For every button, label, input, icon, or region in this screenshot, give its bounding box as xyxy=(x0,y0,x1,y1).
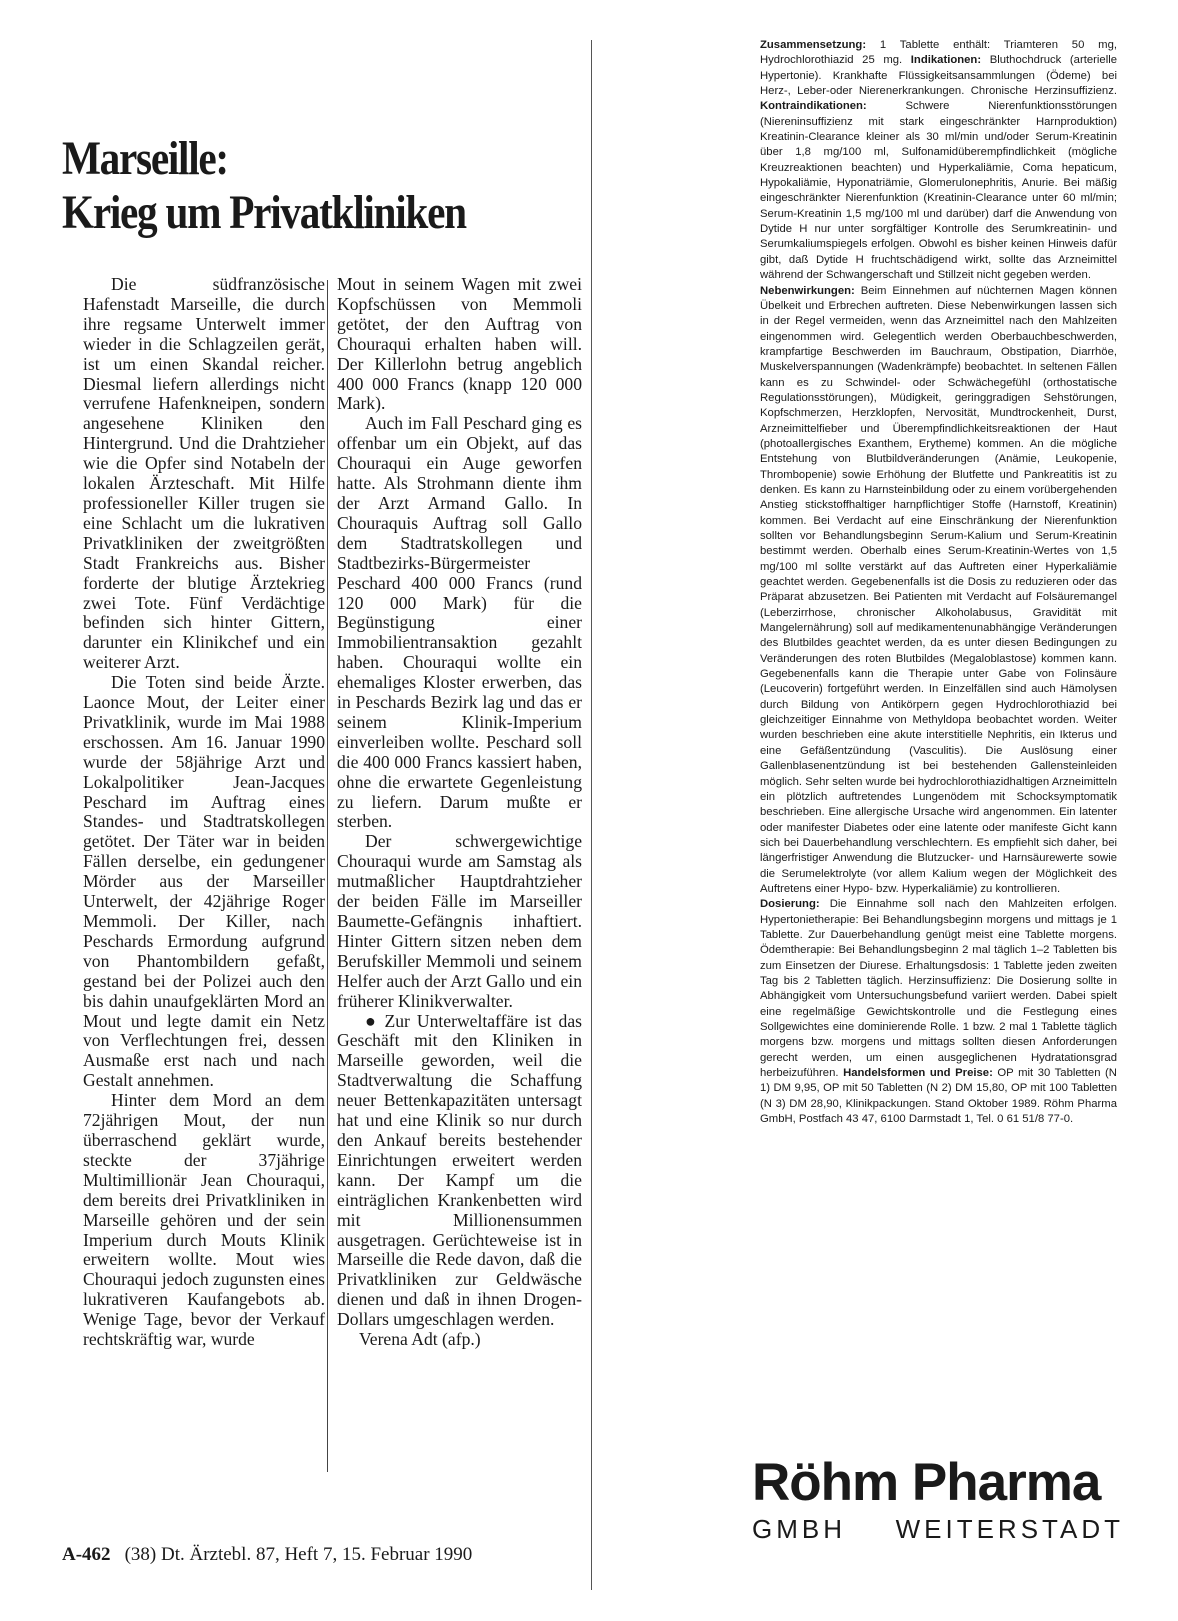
ad-text-block xyxy=(760,897,1117,1127)
article-paragraph: Hinter dem Mord an dem 72jährigen Mout, der nun überraschend geklärt wurde, steckte der 37jährige Multimillionär Jean Chouraqui, dem bereits drei Privatkliniken in Marseille gehören und der sein Imperium durch Mouts Klinik erweitern wollte. Mout wies Chouraqui jedoch zugunsten eines lukrativeren Kaufangebots ab. Wenige Tage, bevor der Verkauf rechtskräftig war, wurde xyxy=(83,1090,325,1350)
ad-label: Handelsformen und Preise: xyxy=(843,1067,993,1080)
headline-line-1: Marseille: xyxy=(62,132,228,185)
article-column-2 xyxy=(337,275,582,1350)
ad-text-block xyxy=(760,38,1117,284)
logo-city: WEITERSTADT xyxy=(895,1514,1124,1544)
ad-text: OP mit 30 Tabletten (N 1) DM 9,95, OP mit 50 Tabletten (N 2) DM 15,80, OP mit 100 Tabletten (N 3) DM 28,90, Klinikpackungen. Stand Oktober 1989. Röhm Pharma GmbH, Postfach 43 47, 6100 Darmstadt 1, Tel. 0 61 51/8 77-0. xyxy=(760,1067,1117,1126)
bullet-icon: ● xyxy=(365,1010,379,1031)
logo-subline xyxy=(752,1514,1124,1545)
column-divider xyxy=(327,280,328,1472)
ad-label: Zusammensetzung: xyxy=(760,39,867,51)
ad-text: Bluthochdruck (arterielle Hypertonie). Krankhafte Flüssigkeitsansammlungen (Ödeme) bei Herz-, Leber-oder Nierenerkrankungen. Chronische Herzinsuffizienz. xyxy=(760,54,1117,98)
bullet-text: Zur Unterweltaffäre ist das Geschäft mit den Kliniken in Marseille geworden, weil die Stadtverwaltung die Schaffung neuer Bettenkapazitäten untersagt hat und eine Klinik so nur durch den Ankauf bereits bestehender Einrichtungen erweitert werden kann. Der Kampf um die einträglichen Krankenbetten wird mit Millionensummen ausgetragen. Gerüchteweise ist in Marseille die Rede davon, daß die Privatkliniken zur Geldwäsche dienen und daß in ihnen Drogen-Dollars umgeschlagen werden. xyxy=(337,1010,582,1330)
article-paragraph: Die Toten sind beide Ärzte. Laonce Mout, der Leiter einer Privatklinik, wurde im Mai 1988 erschossen. Am 16. Januar 1990 wurde der 58jährige Arzt und Lokalpolitiker Jean-Jacques Peschard im Auftrag eines Standes- und Stadtratskollegen getötet. Der Täter war in beiden Fällen derselbe, ein gedungener Mörder aus der Marseiller Unterwelt, der 42jährige Roger Memmoli. Der Killer, nach Peschards Ermordung aufgrund von Phantombildern gefaßt, gestand bei der Polizei auch den bis dahin unaufgeklärten Mord an Mout und legte damit ein Netz von Verflechtungen frei, dessen Ausmaße erst nach und nach Gestalt annehmen. xyxy=(83,672,325,1091)
byline: Verena Adt (afp.) xyxy=(359,1329,481,1350)
logo-gmbh: GMBH xyxy=(752,1514,846,1544)
article-column-1 xyxy=(83,275,325,1350)
drug-information-text xyxy=(760,38,1117,1127)
ad-text: Beim Einnehmen auf nüchternen Magen können Übelkeit und Erbrechen auftreten. Diese Nebenwirkungen lassen sich in der Regel vermeiden, wenn das Arzneimittel nach den Mahlzeiten eingenommen wird. Gelegentlich werden Oberbauchbeschwerden, krampfartige Beschwerden im Bauchraum, Obstipation, Diarrhöe, Muskelverspannungen (Wadenkrämpfe) beobachtet. In seltenen Fällen kann es zu Schwindel- oder Schwächegefühl (orthostatische Regulationsstörungen), Müdigkeit, geringgradigen Sehstörungen, Kopfschmerzen, Herzklopfen, Nervosität, Mundtrockenheit, Durst, Arzneimittelfieber und Überempfindlichkeitsreaktionen der Haut (photoallergisches Exanthem, Erytheme) kommen. An die mögliche Entstehung von Blutbildveränderungen (Anämie, Leukopenie, Thrombopenie) sowie Erhöhung der Blutfette und Pankreatitis ist zu denken. Es kann zu Harnsteinbildung oder zu einem vorübergehenden Anstieg stickstoffhaltiger harnpflichtiger Stoffe (Harnstoff, Kreatinin) kommen. Bei Verdacht auf eine Einschränkung der Nierenfunktion sollten vor Behandlungsbeginn Serum-Kalium und Serum-Kreatinin bestimmt werden. Oberhalb eines Serum-Kreatinin-Wertes von 1,5 mg/100 ml sollte verstärkt auf das Auftreten einer Hyperkaliämie geachtet werden. Gegebenenfalls ist die Dosis zu reduzieren oder das Präparat abzusetzen. Bei Patienten mit Verdacht auf Folsäuremangel (Leberzirrhose, chronischer Alkoholabusus, Gravidität mit Mangelernährung) soll auf medikamentenunabhängige Veränderungen des Blutbildes geachtet werden, da es unter diesen Bedingungen zu Veränderungen des roten Blutbildes (Megaloblastose) kommen kann. Gegebenenfalls kann die Therapie unter Gabe von Folinsäure (Leucoverin) fortgeführt werden. In Einzelfällen sind auch Hämolysen durch Bildung von Antikörpern gegen Hydrochlorothiazid bei gleichzeitiger Einnahme von Methyldopa beobachtet worden. Weiter wurden beschrieben eine akute interstitielle Nephritis, ein Ikterus und eine Gefäßentzündung (Vasculitis). Die Auslösung einer Gallenblasenentzündung ist bei bestehenden Gallensteinleiden möglich. Sehr selten wurde bei hydrochlorothiazidhaltigen Arzneimitteln ein plötzlich auftretendes Lungenödem mit Schocksymptomatik beschrieben. Eine allergische Ursache wird angenommen. Ein latenter oder manifester Diabetes oder eine latente oder manifeste Gicht kann sich bei Dauerbehandlung verschlechtern. Es empfiehlt sich daher, bei längerfristiger Anwendung die Blutzucker- und Harnsäurewerte sowie die Serumelektrolyte (vor allem Kalium wegen der Möglichkeit des Auftretens einer Hypo- bzw. Hyperkaliämie) zu kontrollieren. xyxy=(760,284,1117,895)
article-paragraph: Die südfranzösische Hafenstadt Marseille, die durch ihre regsame Unterwelt immer wieder in die Schlagzeilen gerät, ist um einen Skandal reicher. Diesmal liefern allerdings nicht verrufene Hafenkneipen, sondern angesehene Kliniken den Hintergrund. Und die Drahtzieher wie die Opfer sind Notabeln der lokalen Ärzteschaft. Mit Hilfe professioneller Killer trugen sie eine Schlacht um die lukrativen Privatkliniken der zweitgrößten Stadt Frankreichs aus. Bisher forderte der blutige Ärztekrieg zwei Tote. Fünf Verdächtige befinden sich hinter Gittern, darunter ein Klinikchef und ein weiterer Arzt. xyxy=(83,274,325,673)
article-paragraph: Mout in seinem Wagen mit zwei Kopfschüssen von Memmoli getötet, der den Auftrag von Chouraqui erhalten haben will. Der Killerlohn betrug angeblich 400 000 Francs (knapp 120 000 Mark). xyxy=(337,274,582,414)
logo-name: Röhm Pharma xyxy=(752,1453,1101,1512)
ad-text-block xyxy=(760,284,1117,898)
publication-info: (38) Dt. Ärztebl. 87, Heft 7, 15. Februar 1990 xyxy=(124,1544,473,1565)
bullet-paragraph xyxy=(337,1012,582,1331)
article-paragraph: Der schwergewichtige Chouraqui wurde am Samstag als mutmaßlicher Hauptdrahtzieher der beiden Fälle im Marseiller Baumette-Gefängnis inhaftiert. Hinter Gittern sitzen neben dem Berufskiller Memmoli und seinem Helfer auch der Arzt Gallo und ein früherer Klinikverwalter. xyxy=(337,831,582,1011)
ad-text: Die Einnahme soll nach den Mahlzeiten erfolgen. Hypertonietherapie: Bei Behandlungsbeginn morgens und mittags je 1 Tablette. Zur Dauerbehandlung genügt meist eine Tablette morgens. Ödemtherapie: Bei Behandlungsbeginn 2 mal täglich 1–2 Tabletten bis zum Einsetzen der Diurese. Erhaltungsdosis: 1 Tablette jeden zweiten Tag bis 2 Tabletten täglich. Herzinsuffizienz: Die Dosierung sollte in Abhängigkeit vom Untersuchungsbefund variiert werden. Dabei spielt eine regelmäßige Gewichtskontrolle und die Festlegung eines Sollgewichtes eine dominierende Rolle. 1 bzw. 2 mal 1 Tablette täglich morgens bzw. morgens und mittags sollten diesen Anforderungen gerecht werden, um einen ausgeglichenen Hydratationsgrad herbeizuführen. xyxy=(760,898,1117,1080)
ad-label: Dosierung: xyxy=(760,898,820,911)
page-number: A-462 xyxy=(62,1544,111,1565)
headline-line-2: Krieg um Privatkliniken xyxy=(62,186,466,239)
company-logo xyxy=(752,1454,1124,1545)
page-footer xyxy=(62,1544,472,1566)
article-paragraph: Auch im Fall Peschard ging es offenbar um ein Objekt, auf das Chouraqui ein Auge geworfen hatte. Als Strohmann diente ihm der Arzt Armand Gallo. In Chouraquis Auftrag soll Gallo dem Stadtratskollegen und Stadtbezirks-Bürgermeister Peschard 400 000 Francs (rund 120 000 Mark) für die Begünstigung einer Immobilientransaktion gezahlt haben. Chouraqui wollte ein ehemaliges Kloster erwerben, das in Peschards Bezirk lag und das er seinem Klinik-Imperium einverleiben wollte. Peschard soll die 400 000 Francs kassiert haben, ohne die erwartete Gegenleistung zu liefern. Darum mußte er sterben. xyxy=(337,413,582,832)
section-divider xyxy=(591,40,592,1590)
ad-label: Kontraindikationen: xyxy=(760,100,867,113)
ad-label: Indikationen: xyxy=(910,54,982,67)
ad-label: Nebenwirkungen: xyxy=(760,284,855,297)
ad-text: Schwere Nierenfunktionsstörungen (Niereninsuffizienz mit stark eingeschränkter Harnproduktion) Kreatinin-Clearance kleiner als 30 ml/min und/oder Serum-Kreatinin über 1,8 mg/100 ml, Sulfonamidüberempfindlichkeit (mögliche Kreuzreaktionen beachten) und Hyperkaliämie, Coma hepaticum, Hypokaliämie, Hyponatriämie, Glomerulonephritis, Anurie. Bei mäßig eingeschränkter Nierenfunktion (Kreatinin-Clearance unter 60 ml/min; Serum-Kreatinin 1,5 mg/100 ml und darüber) darf die Anwendung von Dytide H nur unter sorgfältiger Kontrolle des Serumkreatinin- und Serumkaliumspiegels erfolgen. Obwohl es bisher keinen Hinweis dafür gibt, daß Dytide H fruchtschädigend wirkt, sollte das Arzneimittel während der Schwangerschaft und Stillzeit nicht gegeben werden. xyxy=(760,100,1117,282)
article-headline xyxy=(62,132,544,240)
ad-text: 1 Tablette enthält: Triamteren 50 mg, Hydrochlorothiazid 25 mg. xyxy=(760,39,1117,67)
